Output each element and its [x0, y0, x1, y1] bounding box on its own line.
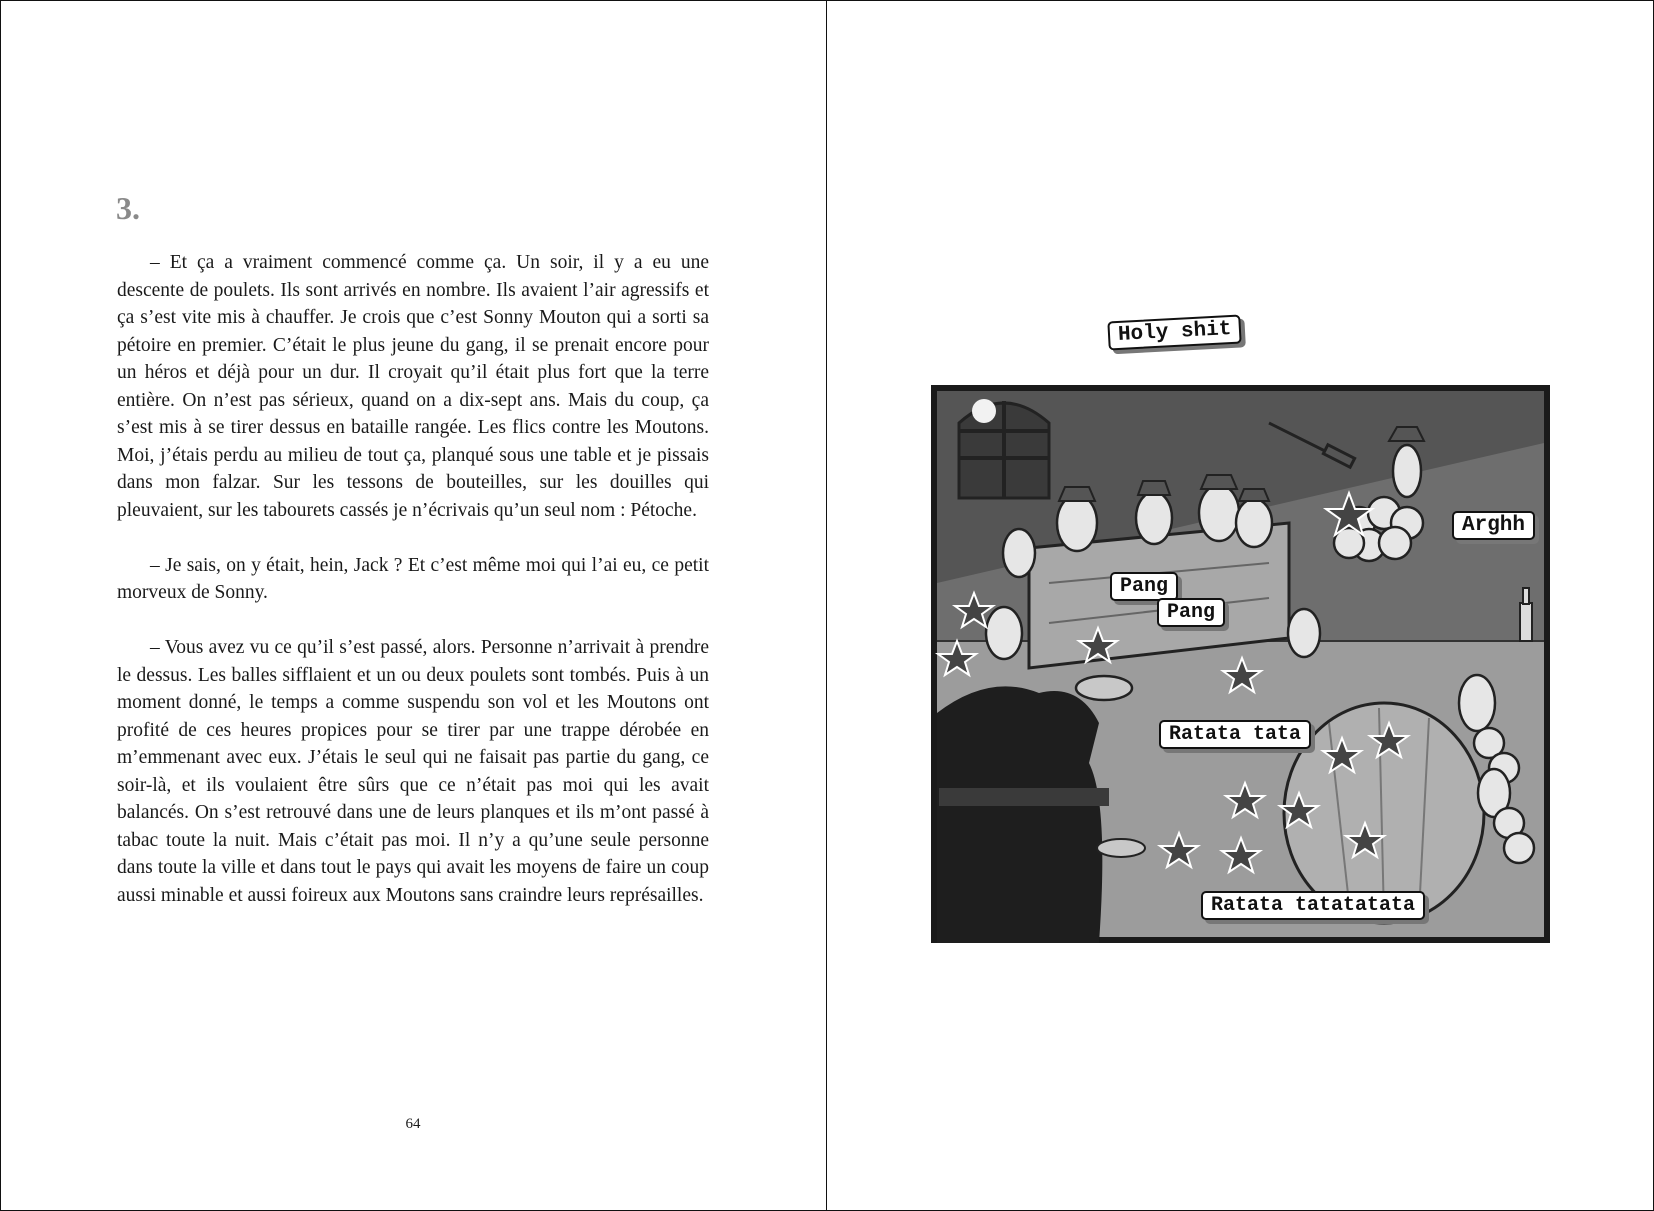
- caption-holy-shit: Holy shit: [1107, 315, 1242, 351]
- body-text: [117, 249, 709, 937]
- paragraph: – Je sais, on y était, hein, Jack ? Et c’est même moi qui l’ai eu, ce petit morveux de Sonny.: [117, 554, 709, 603]
- caption-pang: Pang: [1110, 572, 1178, 601]
- moon-icon: [972, 399, 996, 423]
- ashtray: [1076, 676, 1132, 700]
- ashtray-floor: [1097, 839, 1145, 857]
- comic-illustration: [929, 383, 1552, 945]
- caption-ratata: Ratata tata: [1159, 720, 1311, 749]
- left-page: [0, 0, 826, 1211]
- caption-ratata-long: Ratata tatatatata: [1201, 891, 1425, 920]
- window: [959, 399, 1049, 498]
- paragraph: – Et ça a vraiment commencé comme ça. Un soir, il y a eu une descente de poulets. Ils sont arrivés en nombre. Ils avaient l’air agressifs et ça s’est vite mis à chauffer. Je crois que c’est Sonny Mouton qui a sorti sa pétoire en premier. C’était le plus jeune du gang, il se prenait encore pour un héros et déjà pour un dur. Il croyait qu’il était plus fort que la terre entière. On n’est pas sérieux, quand on a dix-sept ans. Mais du coup, ça s’est mis à se tirer dessus en bataille rangée. Les flics contre les Moutons. Moi, j’étais perdu au milieu de tout ça, planqué sous une table et je pissais dans mon falzar. Sur les tessons de bouteilles, sur les douilles qui pleuvaient, sur les tabourets cassés je n’écrivais qu’un seul nom : Pétoche.: [117, 252, 709, 521]
- detective-silhouette: [937, 686, 1109, 943]
- paragraph: – Vous avez vu ce qu’il s’est passé, alors. Personne n’arrivait à prendre le dessus. Les balles sifflaient et un ou deux poulets sont tombés. Puis à un moment donné, le temps a comme suspendu son vol et les Moutons ont profité de ces heures propices pour se tirer par une trappe dérobée en m’emmenant avec eux. J’étais le seul qui ne faisait pas partie du gang, ce soir-là, et ils voulaient être sûrs que ce n’était pas moi qui les avait balancés. On s’est retrouvé dans une de leurs planques et ils m’ont passé à tabac toute la nuit. Mais c’était pas moi. Il n’y a qu’une seule personne dans toute la ville et dans tout le pays qui avait les moyens de faire un coup aussi minable et aussi foireux aux Moutons sans craindre leurs représailles.: [117, 637, 709, 906]
- chapter-number: 3.: [116, 190, 140, 226]
- caption-arghh: Arghh: [1452, 511, 1535, 540]
- caption-pang: Pang: [1157, 598, 1225, 627]
- page-number: 64: [405, 1116, 421, 1132]
